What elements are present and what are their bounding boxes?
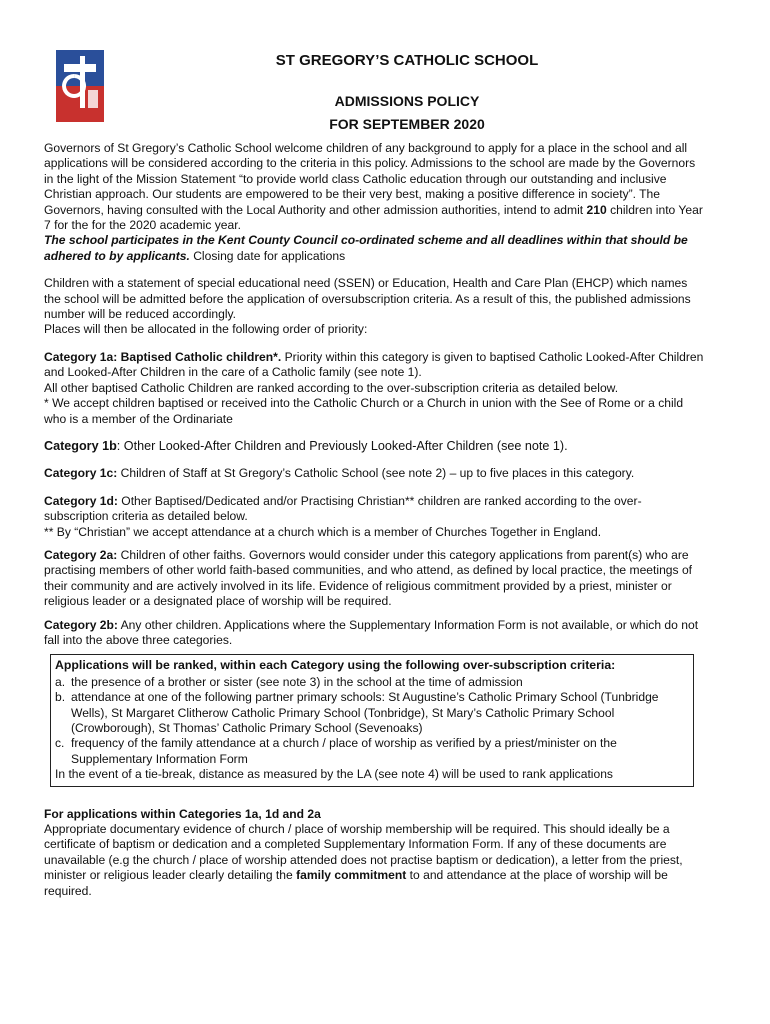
coordinated-scheme-note: The school participates in the Kent County Council co-ordinated scheme and all deadlines within that should be adhered to by applicants. <box>44 233 688 263</box>
criteria-item: c. frequency of the family attendance at a church / place of worship as verified by a priest/minister on the Supplementary Information Form <box>55 736 617 766</box>
criteria-heading: Applications will be ranked, within each Category using the following over-subscription criteria: <box>55 658 616 673</box>
category-1a: Category 1a: Baptised Catholic children*. Priority within this category is given to baptised Catholic Looked-After Children and Looked-After Children in the care of a Catholic family (see note 1). All other baptised Catholic Children are ranked according to the over-subscription criteria as detailed below. * We accept children baptised or received into the Catholic Church or a Church in union with the See of Rome or a child who is a member of the Ordinariate <box>44 349 704 426</box>
intro-paragraph: Governors of St Gregory’s Catholic School welcome children of any background to apply for a place in the school and all applications will be considered according to the criteria in this policy. Admissions to the school are made by the Governors in the light of the Mission Statement “to provide world class Catholic education through our outstanding and inclusive Christian approach. Our students are empowered to be their very best, making a positive difference in society”. The Governors, having consulted with the Local Authority and other admission authorities, intend to admit 210 children into Year 7 for the for the 2020 academic year. The school participates in the Kent County Council co-ordinated scheme and all deadlines within that should be adhered to by applicants. Closing date for applications <box>44 141 703 263</box>
oversubscription-criteria-box <box>50 654 694 786</box>
category-2a: Category 2a: Children of other faiths. Governors would consider under this category applications from parent(s) who are practising members of other world faith-based communities, and who attend, as defined by local practice, the meetings of their community and are actively involved in its life. Evidence of religious commitment provided by a priest, minister or religious leader or a designated place of worship will be required. <box>44 547 693 609</box>
policy-body <box>44 141 704 899</box>
category-2b: Category 2b: Any other children. Applications where the Supplementary Information Form is not available, or which do not fall into the above three categories. <box>44 617 699 647</box>
criteria-item: b. attendance at one of the following partner primary schools: St Augustine’s Catholic Primary School (Tunbridge Wells), St Margaret Clitherow Catholic Primary School (Tonbridge), St Mary’s Catholic Primary School (Crowborough), St Thomas’ Catholic Primary School (Sevenoaks) <box>55 690 659 735</box>
policy-title: ADMISSIONS POLICY <box>334 93 480 109</box>
evidence-section: For applications within Categories 1a, 1d and 2a Appropriate documentary evidence of church / place of worship membership will be required. This should ideally be a certificate of baptism or dedication and a completed Supplementary Information Form. If any of these documents are unavailable (e.g the church / place of worship attended does not practise baptism or dedication), a letter from the priest, minister or religious leader clearly detailing the family commitment to and attendance at the place of worship will be required. <box>44 806 683 898</box>
school-name: ST GREGORY’S CATHOLIC SCHOOL <box>275 52 539 69</box>
category-1b: Category 1b: Other Looked-After Children and Previously Looked-After Children (see note 1). <box>44 438 568 453</box>
category-1c: Category 1c: Children of Staff at St Gregory’s Catholic School (see note 2) – up to five places in this category. <box>44 466 635 481</box>
evidence-heading: For applications within Categories 1a, 1d and 2a <box>44 806 321 821</box>
admission-number: 210 <box>586 202 607 217</box>
sen-paragraph: Children with a statement of special educational need (SSEN) or Education, Health and Care Plan (EHCP) which names the school will be admitted before the application of oversubscription criteria. As a result of this, the published admissions number will be reduced accordingly. Places will then be allocated in the following order of priority: <box>44 276 691 337</box>
category-1d: Category 1d: Other Baptised/Dedicated and/or Practising Christian** children are ranked according to the over-subscription criteria as detailed below. ** By “Christian” we accept attendance at a church which is a member of Churches Together in England. <box>44 493 642 539</box>
tie-break-text: In the event of a tie-break, distance as measured by the LA (see note 4) will be used to rank applications <box>55 767 613 782</box>
criteria-item: a. the presence of a brother or sister (see note 3) in the school at the time of admission <box>55 674 523 689</box>
policy-subtitle: FOR SEPTEMBER 2020 <box>329 116 485 132</box>
